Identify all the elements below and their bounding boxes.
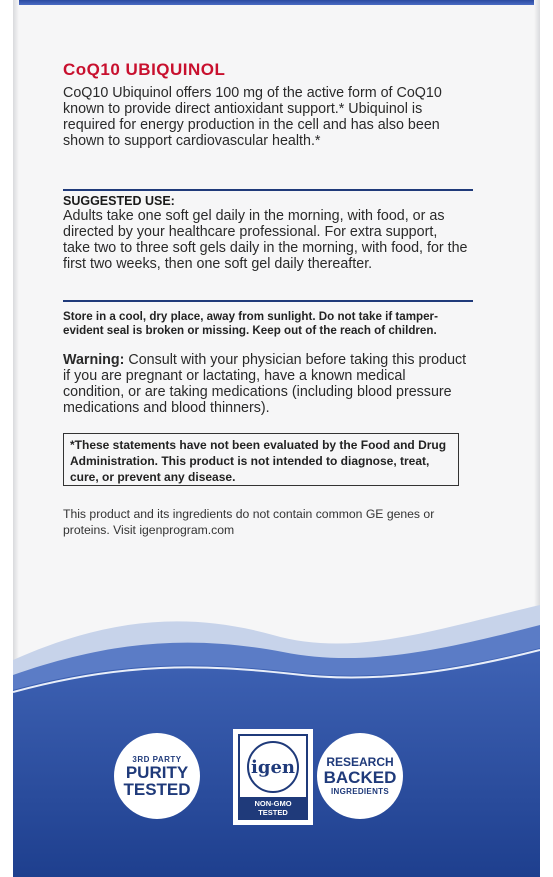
igen-line2: TESTED [258, 807, 288, 817]
purity-badge-top: 3RD PARTY [132, 754, 182, 764]
purity-tested-badge [114, 733, 200, 819]
research-badge-line1: RESEARCH [326, 755, 394, 769]
package-panel [13, 0, 540, 877]
fda-disclaimer-box: *These statements have not been evaluated by the Food and Drug Administration. This product is not intended to diagnose, treat, cure, or prevent any disease. [63, 433, 459, 486]
storage-instructions: Store in a cool, dry place, away from sunlight. Do not take if tamper-evident seal is broken or missing. Keep out of the reach of children. [63, 310, 438, 337]
igen-logo: igen [247, 741, 299, 793]
warning-paragraph [63, 352, 468, 416]
product-heading: CoQ10 UBIQUINOL [63, 60, 226, 79]
research-backed-badge [317, 733, 403, 819]
warning-text: Consult with your physician before taking this product if you are pregnant or lactating, have a known medical condition, or are taking medications (including blood pressure medications and blood thinners). [63, 352, 467, 416]
igen-non-gmo-badge [233, 729, 313, 825]
intro-paragraph: CoQ10 Ubiquinol offers 100 mg of the active form of CoQ10 known to provide direct antioxidant support.* Ubiquinol is required for energy production in the cell and has also been shown to support cardiovascular health.* [63, 85, 442, 149]
suggested-use-text: Adults take one soft gel daily in the morning, with food, or as directed by your healthcare professional. For extra support, take two to three soft gels daily in the morning, with food, for the first two weeks, then one soft gel daily thereafter. [63, 208, 468, 272]
divider-bottom [63, 300, 473, 302]
warning-label: Warning: [63, 352, 125, 368]
purity-badge-line2: TESTED [123, 779, 191, 799]
research-badge-line3: INGREDIENTS [331, 787, 389, 796]
top-color-strip [13, 0, 540, 5]
suggested-use-label: SUGGESTED USE: [63, 194, 175, 208]
igen-badge-frame [238, 734, 308, 820]
igen-label-bar [240, 797, 306, 818]
research-badge-line2: BACKED [323, 768, 397, 787]
divider-top [63, 189, 473, 191]
igen-line1: NON-GMO [254, 798, 292, 808]
ge-statement: This product and its ingredients do not contain common GE genes or proteins. Visit igenprogram.com [63, 507, 435, 537]
purity-badge-line1: PURITY [125, 762, 189, 782]
